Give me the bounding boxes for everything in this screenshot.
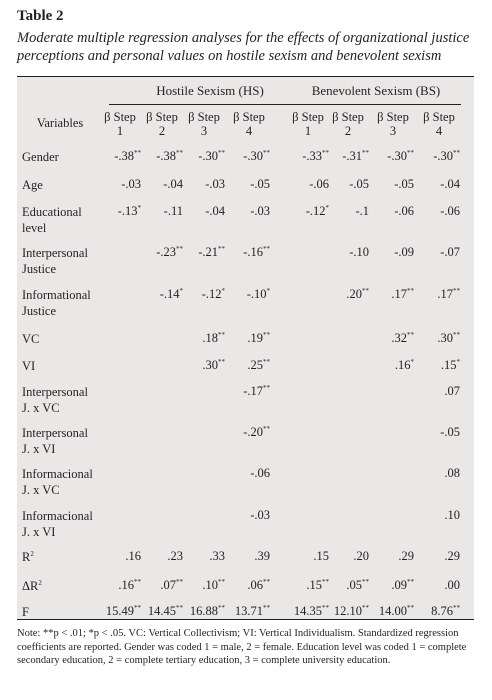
table-cell: .20 [353,549,369,563]
table-cell: -.06 [250,466,270,480]
table-cell: 8.76** [431,604,460,618]
table-cell: -.05 [349,177,369,191]
table-cell: -.38** [156,149,183,163]
table-cell: -.12* [201,287,225,301]
step-header [97,110,143,138]
step-header-label: β Step [233,110,265,124]
table-cell: .33 [209,549,225,563]
row-label: Interpersonal J. x VI [22,426,88,456]
row-label: Age [22,178,43,192]
table-cell: -.03 [121,177,141,191]
step-header [370,110,416,138]
table-cell: -.04 [163,177,183,191]
table-cell: -.30** [243,149,270,163]
table-note: Note: **p < .01; *p < .05. VC: Vertical Collectivism; VI: Vertical Individualism. Standardized regression coefficients are reported. Gender was coded 1 = male, 2 = female. Education level was coded 1 = complete secondary education, 2 = complete tertiary education, 3 = complete university education. [17,628,467,666]
table-cell: .15* [440,358,460,372]
row-label: Gender [22,150,59,164]
table-cell: -.12* [305,204,329,218]
table-label: Table 2 [17,8,64,24]
table-cell: .00 [444,578,460,592]
step-header-label: β Step [146,110,178,124]
variables-header: Variables [36,116,84,130]
table-cell: -.05 [250,177,270,191]
table-cell: -.17** [243,384,270,398]
group-header-hs: Hostile Sexism (HS) [156,83,264,98]
table-cell: .32** [391,331,414,345]
step-header-label: β Step [292,110,324,124]
table-cell: -.33** [302,149,329,163]
table-cell: -.06 [309,177,329,191]
table-cell: -.13* [117,204,141,218]
table-cell: .17** [437,287,460,301]
row-label: Informacional J. x VC [22,467,93,497]
step-header-label: β Step [377,110,409,124]
group-header-bs: Benevolent Sexism (BS) [311,83,441,98]
table-cell: .39 [254,549,270,563]
table-cell: .30** [202,358,225,372]
top-rule [17,76,474,77]
table-cell: -.20** [243,425,270,439]
table-caption: Moderate multiple regression analyses for the effects of organizational justice perceptions and personal values on hostile sexism and benevolent sexism [17,30,470,64]
table-cell: -.30** [433,149,460,163]
table-cell: .19** [247,331,270,345]
table-cell: .15** [306,578,329,592]
table-cell: -.31** [342,149,369,163]
table-cell: -.03 [250,508,270,522]
table-cell: .07 [444,384,460,398]
table-cell: -.10 [349,245,369,259]
step-header [416,110,462,138]
table-cell: .16 [125,549,141,563]
table-cell: .29 [444,549,460,563]
step-header [226,110,272,138]
step-header-label: β Step [423,110,455,124]
table-cell: -.06 [440,204,460,218]
table-cell: 12.10** [333,604,369,618]
row-label: Informacional J. x VI [22,509,93,539]
step-header-number: 3 [389,124,397,138]
table-cell: -.21** [198,245,225,259]
table-cell: -.03 [250,204,270,218]
table-cell: .30** [437,331,460,345]
table-cell: .05** [346,578,369,592]
table-cell: -.04 [205,204,225,218]
table-cell: -.14* [159,287,183,301]
table-cell: -.04 [440,177,460,191]
table-cell: .20** [346,287,369,301]
table-cell: 16.88** [189,604,225,618]
row-label: F [22,605,29,619]
table-cell: .29 [398,549,414,563]
step-header-number: 3 [200,124,208,138]
row-label: Interpersonal J. x VC [22,385,88,415]
step-header-number: 1 [304,124,312,138]
step-header-number: 4 [245,124,253,138]
table-cell: 13.71** [234,604,270,618]
table-cell: .18** [202,331,225,345]
step-header [181,110,227,138]
row-label: $R^2$ [22,550,34,564]
table-cell: -.11 [163,204,183,218]
table-cell: .09** [391,578,414,592]
table-cell: 14.35** [293,604,329,618]
table-cell: -.16** [243,245,270,259]
table-cell: .17** [391,287,414,301]
table-cell: -.38** [114,149,141,163]
row-label: Interpersonal Justice [22,246,88,276]
table-cell: -.23** [156,245,183,259]
table-cell: -.09 [394,245,414,259]
step-header-number: 2 [158,124,166,138]
table-cell: -.06 [394,204,414,218]
step-header-label: β Step [332,110,364,124]
row-label: VC [22,332,40,346]
table-cell: -.07 [440,245,460,259]
table-cell: -.05 [394,177,414,191]
table-cell: .06** [247,578,270,592]
table-cell: -.03 [205,177,225,191]
table-cell: .07** [160,578,183,592]
step-header-label: β Step [104,110,136,124]
step-header-number: 4 [435,124,443,138]
table-cell: -.05 [440,425,460,439]
table-cell: -.30** [198,149,225,163]
table-cell: .23 [167,549,183,563]
table-cell: .16* [394,358,414,372]
row-label: $\Delta R^2$ [22,579,42,593]
table-cell: -.30** [387,149,414,163]
table-cell: -.10* [246,287,270,301]
table-cell: .15 [313,549,329,563]
step-header-number: 1 [116,124,124,138]
header-rule [109,104,461,105]
step-header [139,110,185,138]
table-cell: -.1 [355,204,369,218]
table-cell: 14.00** [378,604,414,618]
step-header-number: 2 [344,124,352,138]
step-header-label: β Step [188,110,220,124]
table-cell: .16** [118,578,141,592]
table-cell: 14.45** [147,604,183,618]
row-label: VI [22,359,36,373]
row-label: Educational level [22,205,82,235]
table-cell: .25** [247,358,270,372]
table-cell: 15.49** [105,604,141,618]
table-cell: .10** [202,578,225,592]
row-label: Informational Justice [22,288,91,318]
table-cell: .10 [444,508,460,522]
table-cell: .08 [444,466,460,480]
step-header [325,110,371,138]
